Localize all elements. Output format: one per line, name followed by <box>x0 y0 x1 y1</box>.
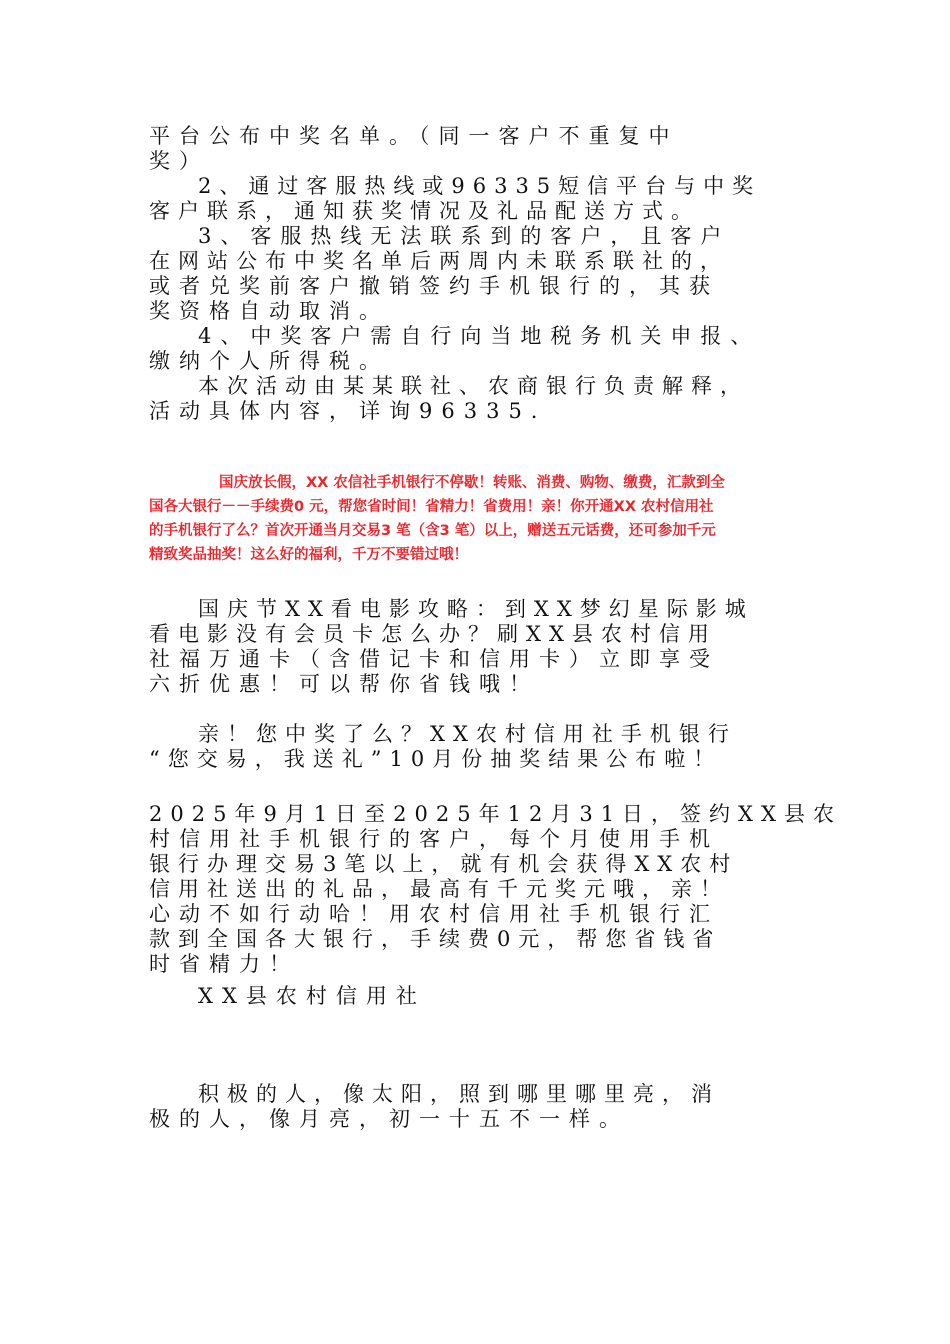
rules-line-12: 活动具体内容，详询96335. <box>149 399 547 423</box>
movie-line-2: 看电影没有会员卡怎么办？刷XX县农村信用 <box>149 622 717 646</box>
promo-line-3: 的手机银行了么？首次开通当月交易3 笔（含3 笔）以上，赠送五元话费，还可参加千元 <box>149 523 716 539</box>
signature: XX县农村信用社 <box>198 984 426 1008</box>
lottery-line-2: “您交易，我送礼”10月份抽奖结果公布啦！ <box>149 747 723 771</box>
rules-line-4: 客户联系，通知获奖情况及礼品配送方式。 <box>149 199 700 223</box>
movie-line-4: 六折优惠！可以帮你省钱哦！ <box>149 672 539 696</box>
promo-line-1: 国庆放长假，XX 农信社手机银行不停歇！转账、消费、购物、缴费，汇款到全 <box>219 475 725 491</box>
rules-line-2: 奖） <box>149 149 209 173</box>
rules-line-11: 本次活动由某某联社、农商银行负责解释， <box>198 374 749 398</box>
campaign-line-7: 时省精力！ <box>149 952 299 976</box>
rules-line-10: 缴纳个人所得税。 <box>149 349 389 373</box>
rules-line-7: 或者兑奖前客户撤销签约手机银行的，其获 <box>149 274 719 298</box>
campaign-line-3: 银行办理交易3笔以上，就有机会获得XX农村 <box>149 852 739 876</box>
rules-line-1: 平台公布中奖名单。（同一客户不重复中 <box>149 124 679 148</box>
closing-line-1: 积极的人，像太阳，照到哪里哪里亮，消 <box>198 1082 720 1106</box>
rules-line-5: 3、客服热线无法联系到的客户，且客户 <box>198 224 731 248</box>
movie-line-3: 社福万通卡（含借记卡和信用卡）立即享受 <box>149 647 719 671</box>
rules-line-3: 2、通过客服热线或96335短信平台与中奖 <box>198 174 762 198</box>
campaign-line-1: 2025年9月1日至2025年12月31日，签约XX县农 <box>149 802 842 826</box>
campaign-line-2: 村信用社手机银行的客户，每个月使用手机 <box>149 827 719 851</box>
promo-line-2: 国各大银行－－手续费0 元，帮您省时间！省精力！省费用！亲！你开通XX 农村信用社 <box>149 499 714 515</box>
movie-line-1: 国庆节XX看电影攻略：到XX梦幻星际影城 <box>198 597 754 621</box>
promo-line-4: 精致奖品抽奖！这么好的福利，千万不要错过哦！ <box>149 547 468 563</box>
lottery-line-1: 亲！您中奖了么？XX农村信用社手机银行 <box>198 722 737 746</box>
rules-line-6: 在网站公布中奖名单后两周内未联系联社的， <box>149 249 729 273</box>
campaign-line-5: 心动不如行动哈！用农村信用社手机银行汇 <box>149 902 719 926</box>
closing-line-2: 极的人，像月亮，初一十五不一样。 <box>149 1107 629 1131</box>
rules-line-9: 4、中奖客户需自行向当地税务机关申报、 <box>198 324 761 348</box>
rules-line-8: 奖资格自动取消。 <box>149 299 389 323</box>
campaign-line-6: 款到全国各大银行，手续费0元，帮您省钱省 <box>149 927 722 951</box>
campaign-line-4: 信用社送出的礼品，最高有千元奖元哦，亲！ <box>149 877 729 901</box>
